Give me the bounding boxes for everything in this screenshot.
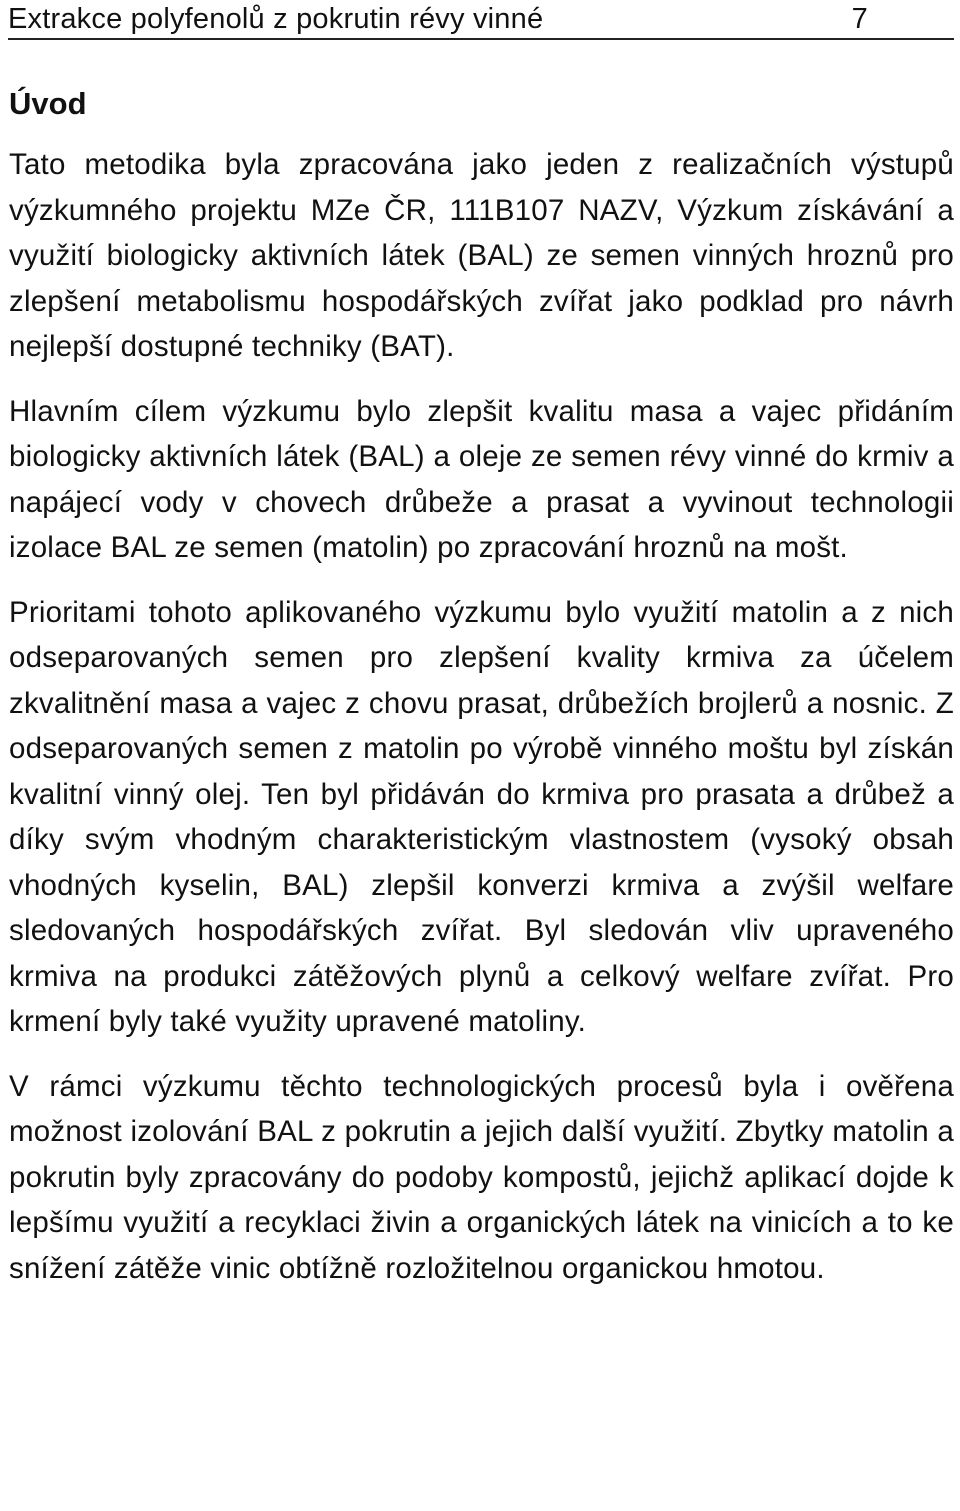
document-title: Extrakce polyfenolů z pokrutin révy vinné	[8, 2, 544, 35]
section-title: Úvod	[9, 86, 87, 121]
paragraph-processes: V rámci výzkumu těchto technologických procesů byla i ověřena možnost izolování BAL z pokrutin a jejich další využití. Zbytky matolin a pokrutin byly zpracovány do podoby kompostů, jejichž aplikací dojde k lepšímu využití a recyklaci živin a organických látek na vinicích a to ke snížení zátěže vinic obtížně rozložitelnou organickou hmotou.	[9, 1069, 954, 1285]
paragraph-intro: Tato metodika byla zpracována jako jeden z realizačních výstupů výzkumného projektu MZe ČR, 111B107 NAZV, Výzkum získávání a využití biologicky aktivních látek (BAL) ze semen vinných hroznů pro zlepšení metabolismu hospodářských zvířat jako podklad pro návrh nejlepší dostupné techniky (BAT).	[9, 148, 954, 363]
paragraph-main-goal: Hlavním cílem výzkumu bylo zlepšit kvalitu masa a vajec přidáním biologicky aktivních látek (BAL) a oleje ze semen révy vinné do krmiv a napájecí vody v chovech drůbeže a prasat a vyvinout technologii izolace BAL ze semen (matolin) po zpracování hroznů na mošt.	[9, 394, 954, 564]
page-content	[9, 84, 954, 1310]
paragraph-priorities: Prioritami tohoto aplikovaného výzkumu bylo využití matolin a z nich odseparovaných semen pro zlepšení kvality krmiva za účelem zkvalitnění masa a vajec z chovu prasat, drůbežích brojlerů a nosnic. Z odseparovaných semen z matolin po výrobě vinného moštu byl získán kvalitní vinný olej. Ten byl přidáván do krmiva pro prasata a drůbež a díky svým vhodným charakteristickým vlastnostem (vysoký obsah vhodných kyselin, BAL) zlepšil konverzi krmiva a zvýšil welfare sledovaných hospodářských zvířat. Byl sledován vliv upraveného krmiva na produkci zátěžových plynů a celkový welfare zvířat. Pro krmení byly také využity upravené matoliny.	[9, 595, 954, 1038]
page-number: 7	[851, 2, 868, 35]
page-header	[8, 0, 954, 40]
